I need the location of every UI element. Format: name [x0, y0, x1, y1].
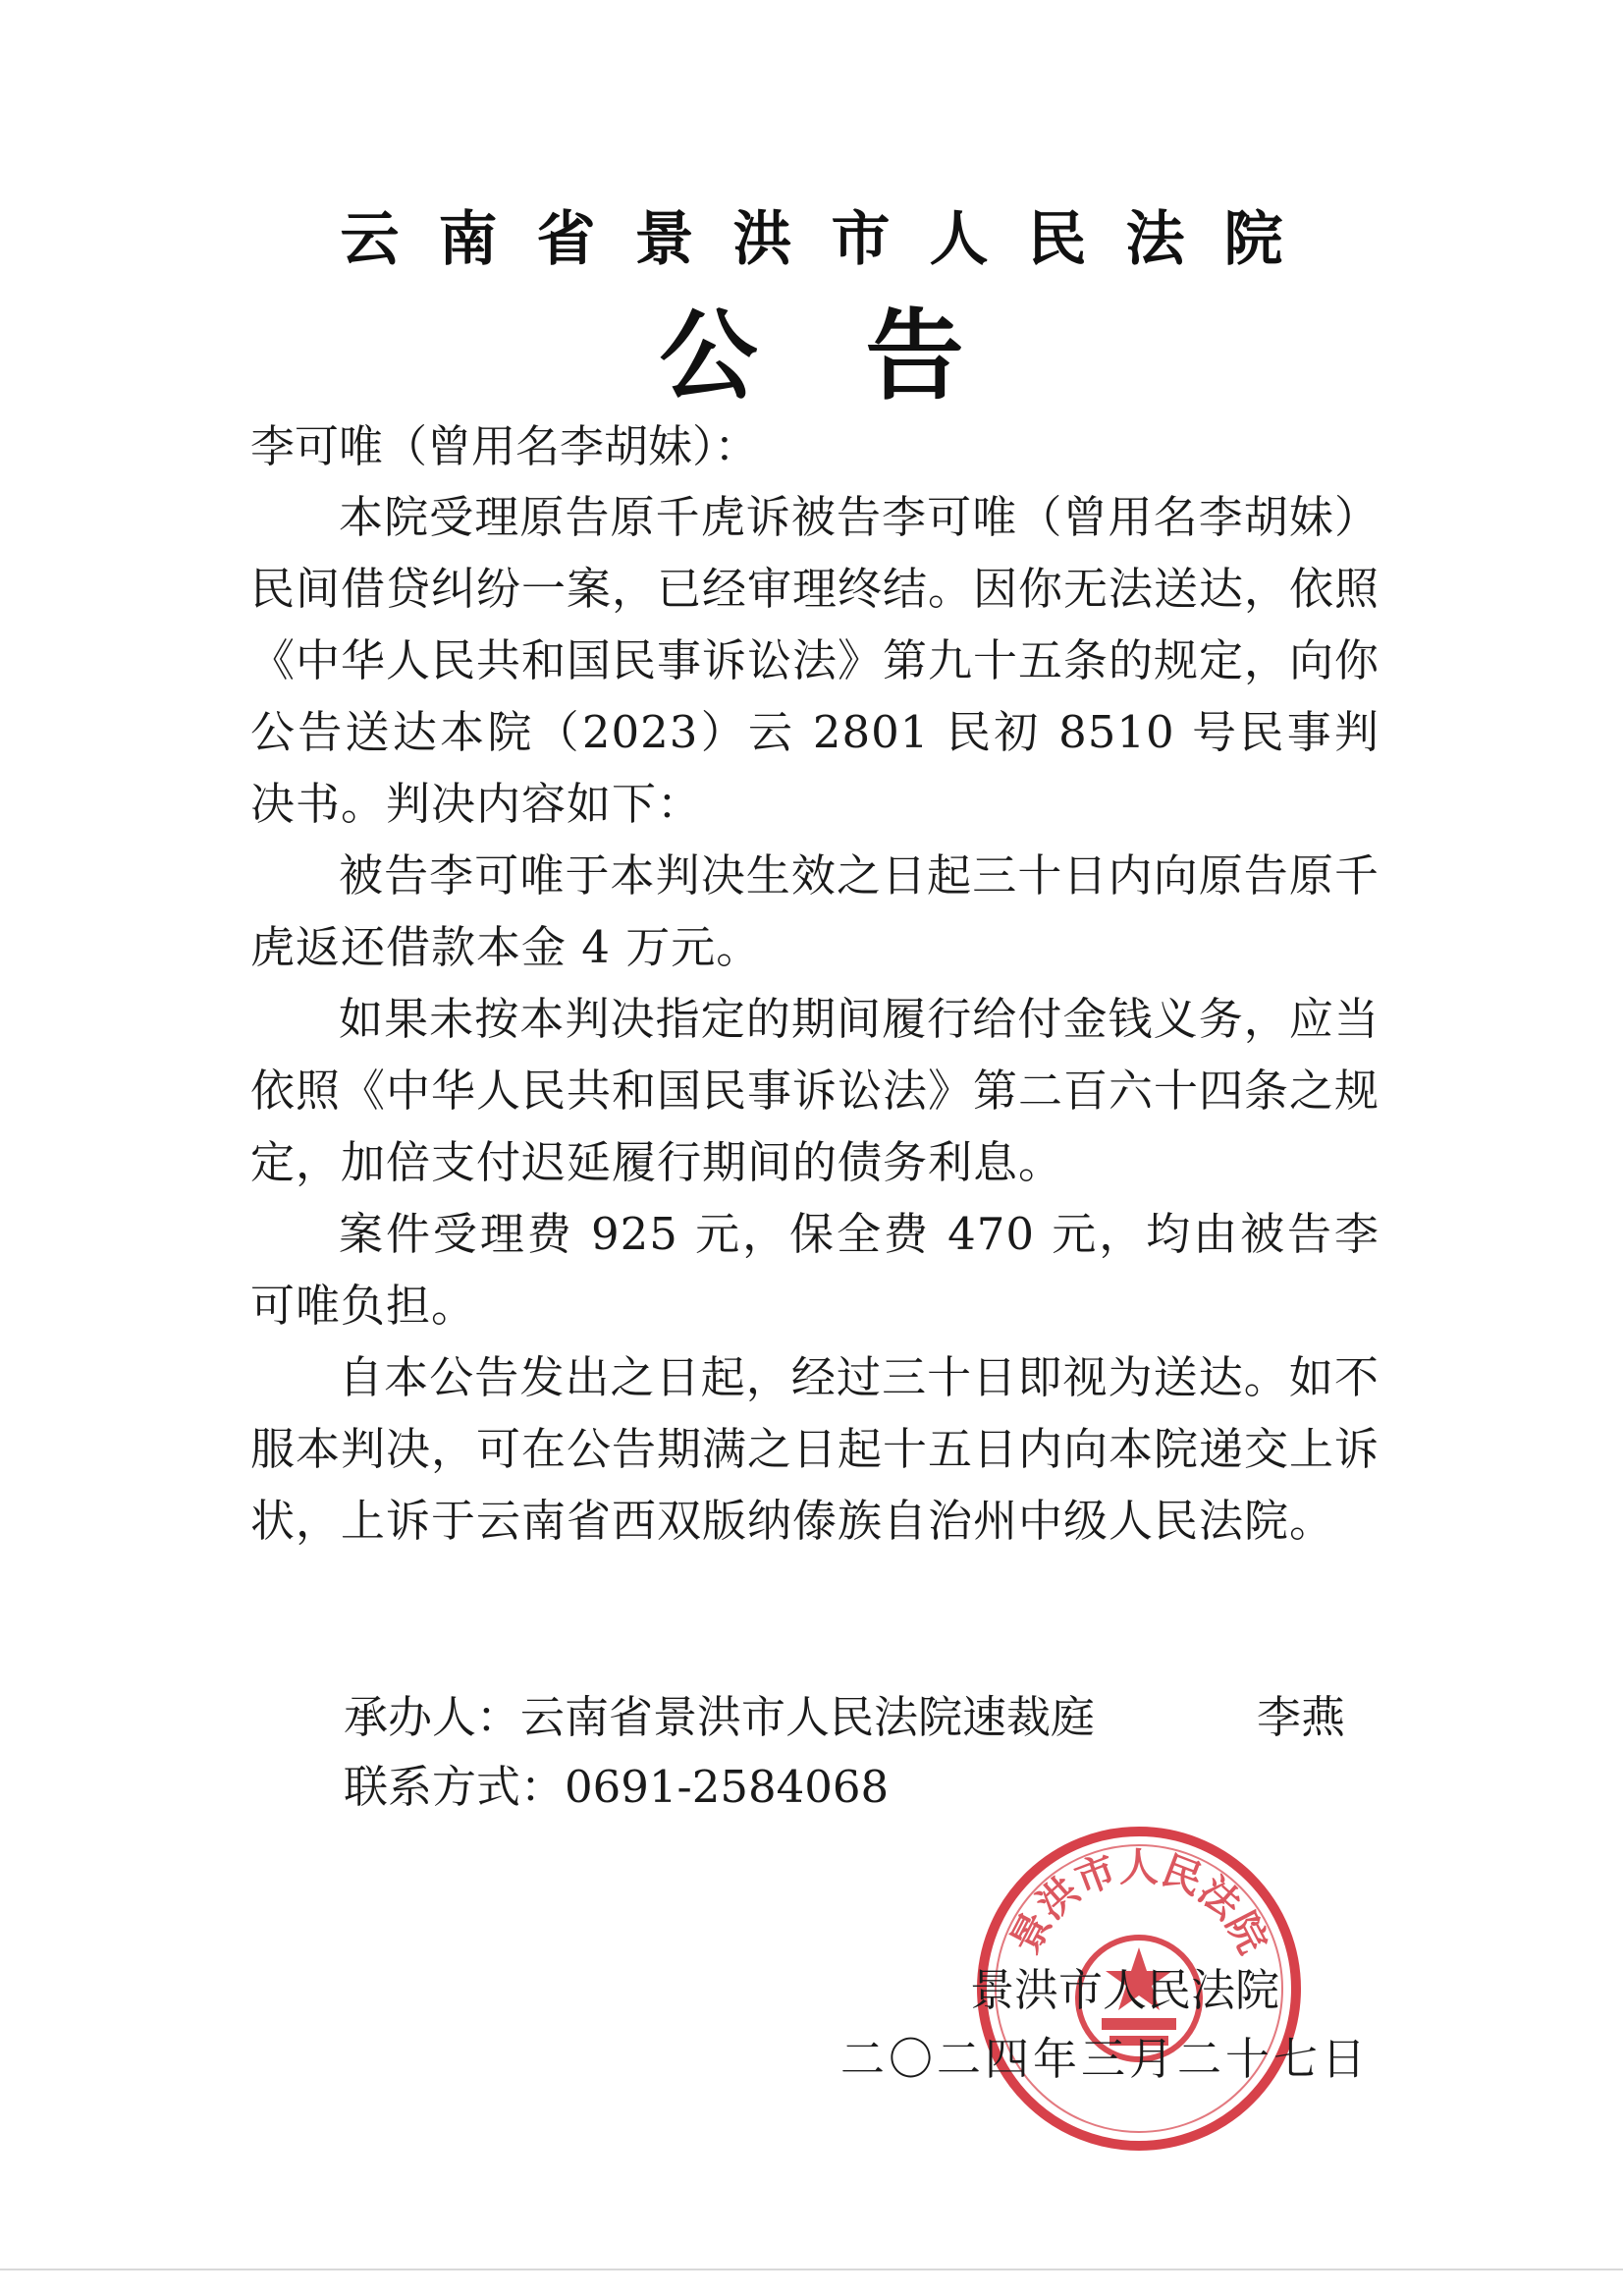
signing-date: 二〇二四年三月二十七日: [839, 2033, 1370, 2085]
notice-heading: 公告: [659, 299, 1072, 413]
page-bottom-edge: [0, 2269, 1623, 2270]
signing-court: 景洪市人民法院: [969, 1964, 1279, 2016]
paragraph-service-appeal: 自本公告发出之日起，经过三十日即视为送达。如不服本判决，可在公告期满之日起十五日内向本院递交上诉状，上诉于云南省西双版纳傣族自治州中级人民法院。: [250, 1351, 1380, 1547]
notice-body: [250, 481, 1380, 1557]
seal-text: 景洪市人民法院: [1001, 1844, 1276, 1961]
paragraph-fees: 案件受理费 925 元，保全费 470 元，均由被告李可唯负担。: [250, 1208, 1380, 1332]
paragraph-case-summary: 本院受理原告原千虎诉被告李可唯（曾用名李胡妹）民间借贷纠纷一案，已经审理终结。因你无法送达，依照《中华人民共和国民事诉讼法》第九十五条的规定，向你公告送达本院（2023）云 2801 民初 8510 号民事判决书。判决内容如下：: [250, 491, 1380, 830]
paragraph-judgment: 被告李可唯于本判决生效之日起三十日内向原告原千虎返还借款本金 4 万元。: [250, 849, 1380, 973]
addressee: 李可唯（曾用名李胡妹）：: [250, 420, 759, 472]
contact-line: 联系方式：0691-2584068: [344, 1761, 890, 1813]
paragraph-late-interest: 如果未按本判决指定的期间履行给付金钱义务，应当依照《中华人民共和国民事诉讼法》第二百六十四条之规定，加倍支付迟延履行期间的债务利息。: [250, 993, 1380, 1188]
handler-label: 承办人：云南省景洪市人民法院速裁庭: [344, 1691, 1096, 1743]
court-name-heading: 云南省景洪市人民法院: [340, 205, 1323, 274]
handler-line: [344, 1681, 1346, 1745]
handler-name: 李燕: [1257, 1691, 1346, 1743]
